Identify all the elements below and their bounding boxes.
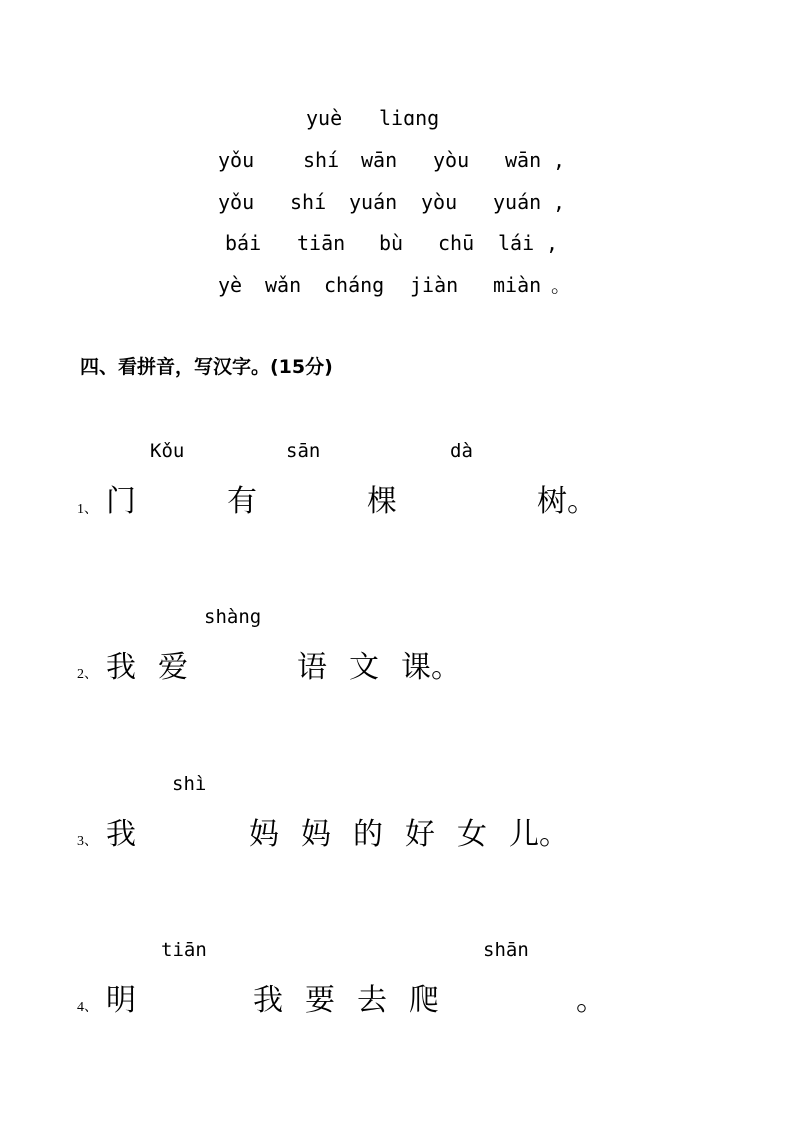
- question-char: 。: [576, 983, 606, 1018]
- question-pinyin: Kǒu: [150, 440, 185, 462]
- poem-syllable: yǒu: [218, 148, 255, 172]
- question-number: 2、: [77, 667, 98, 682]
- poem-syllable: lái: [498, 231, 535, 255]
- question-char: 儿。: [509, 817, 569, 852]
- question-char: 去: [357, 983, 387, 1018]
- question-char: 女: [457, 817, 487, 852]
- poem-line: [0, 149, 793, 173]
- question-char: 课。: [401, 650, 461, 685]
- poem-syllable: chū: [438, 231, 475, 255]
- poem-line: [0, 274, 793, 298]
- question-char: 爬: [409, 983, 439, 1018]
- poem-syllable: shí: [290, 190, 327, 214]
- question-number: 4、: [77, 1000, 98, 1015]
- question-pinyin: dà: [450, 440, 473, 462]
- question-char: 门: [106, 484, 136, 519]
- question-pinyin: shān: [483, 939, 529, 961]
- poem-line: [0, 191, 793, 215]
- question-char: 树。: [537, 484, 597, 519]
- question-pinyin: sān: [286, 440, 321, 462]
- question-number: 1、: [77, 502, 98, 517]
- poem-syllable: yòu: [433, 148, 470, 172]
- question-char: 的: [353, 817, 383, 852]
- poem-syllable: miàn: [493, 273, 542, 297]
- poem-syllable: yòu: [421, 190, 458, 214]
- question-number: 3、: [77, 834, 98, 849]
- question-char: 我: [106, 817, 136, 852]
- poem-punctuation: ,: [546, 231, 559, 255]
- poem-syllable: yuán: [349, 190, 398, 214]
- poem-syllable: jiàn: [410, 273, 459, 297]
- question-char: 语: [297, 650, 327, 685]
- question-pinyin: tiān: [161, 939, 207, 961]
- poem-syllable: yè: [218, 273, 243, 297]
- poem-syllable: wān: [505, 148, 542, 172]
- question-pinyin: shì: [172, 773, 207, 795]
- poem-syllable: yuè: [306, 106, 343, 130]
- poem-syllable: bái: [225, 231, 262, 255]
- poem-punctuation: 。: [551, 273, 571, 297]
- question-char: 要: [305, 983, 335, 1018]
- question-char: 好: [405, 817, 435, 852]
- poem-syllable: tiān: [297, 231, 346, 255]
- question-char: 妈: [301, 817, 331, 852]
- question-char: 妈: [249, 817, 279, 852]
- question-char: 有: [227, 484, 257, 519]
- poem-line: [0, 232, 793, 256]
- section-heading: 四、看拼音，写汉字。(15分): [80, 356, 333, 378]
- question-char: 爱: [158, 650, 188, 685]
- poem-syllable: bù: [379, 231, 404, 255]
- poem-syllable: shí: [303, 148, 340, 172]
- poem-syllable: cháng: [324, 273, 385, 297]
- question-pinyin: shàng: [204, 606, 262, 628]
- poem-punctuation: ,: [553, 148, 566, 172]
- question-char: 我: [106, 650, 136, 685]
- poem-line: [0, 107, 793, 131]
- question-char: 棵: [367, 484, 397, 519]
- poem-syllable: liɑng: [379, 106, 440, 130]
- poem-syllable: yǒu: [218, 190, 255, 214]
- poem-syllable: yuán: [493, 190, 542, 214]
- question-char: 我: [253, 983, 283, 1018]
- poem-syllable: wān: [361, 148, 398, 172]
- question-char: 文: [349, 650, 379, 685]
- question-char: 明: [106, 983, 136, 1018]
- poem-punctuation: ,: [553, 190, 566, 214]
- poem-syllable: wǎn: [265, 273, 302, 297]
